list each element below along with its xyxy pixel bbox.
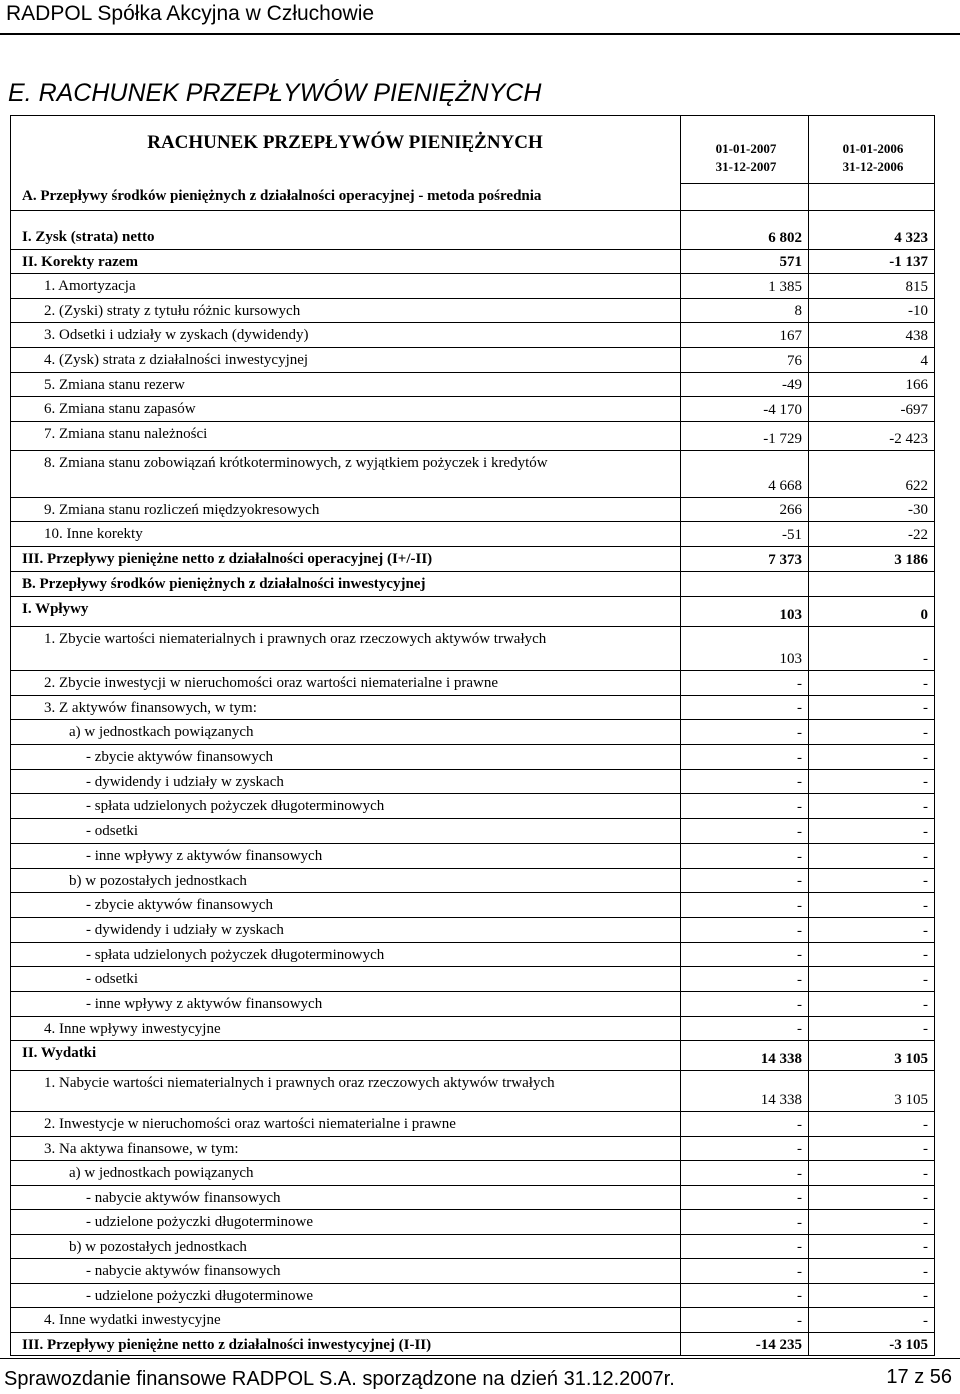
table-row bbox=[10, 626, 935, 670]
period-2007-to: 31-12-2007 bbox=[715, 159, 777, 174]
row-label: - zbycie aktywów finansowych bbox=[86, 897, 274, 913]
value-2007: 167 bbox=[779, 328, 802, 344]
row-label: b) w pozostałych jednostkach bbox=[69, 1239, 247, 1255]
value-2007: - bbox=[797, 676, 802, 692]
row-label: b) w pozostałych jednostkach bbox=[69, 873, 247, 889]
table-row bbox=[10, 892, 935, 917]
value-2006: -30 bbox=[908, 502, 928, 518]
value-2007: - bbox=[797, 1190, 802, 1206]
table-row bbox=[10, 249, 935, 273]
value-2007: - bbox=[797, 799, 802, 815]
row-label: III. Przepływy pieniężne netto z działalności inwestycyjnej (I-II) bbox=[22, 1337, 432, 1353]
row-label: 3. Z aktywów finansowych, w tym: bbox=[44, 700, 257, 716]
row-label: 4. Inne wpływy inwestycyjne bbox=[44, 1021, 221, 1037]
value-2007: - bbox=[797, 873, 802, 889]
value-2006: - bbox=[923, 1239, 928, 1255]
value-2007: - bbox=[797, 1021, 802, 1037]
value-2007: - bbox=[797, 898, 802, 914]
page-number: 17 z 56 bbox=[886, 1366, 952, 1388]
table-row bbox=[10, 744, 935, 769]
table-row bbox=[10, 1209, 935, 1234]
value-2006: -1 137 bbox=[889, 254, 928, 270]
value-2006: 622 bbox=[905, 478, 928, 494]
table-row bbox=[10, 966, 935, 991]
row-label: II. Wydatki bbox=[22, 1045, 97, 1061]
value-2007: - bbox=[797, 849, 802, 865]
value-2007: - bbox=[797, 947, 802, 963]
table-row bbox=[10, 818, 935, 843]
row-label: - inne wpływy z aktywów finansowych bbox=[86, 996, 323, 1012]
value-2006: 0 bbox=[920, 607, 928, 623]
table-row bbox=[10, 1016, 935, 1040]
table-row bbox=[10, 991, 935, 1016]
row-label: 1. Nabycie wartości niematerialnych i prawnych oraz rzeczowych aktywów trwałych bbox=[44, 1075, 555, 1091]
value-2006: 3 105 bbox=[894, 1092, 928, 1108]
value-2007: - bbox=[797, 700, 802, 716]
value-2006: - bbox=[923, 972, 928, 988]
value-2006: - bbox=[923, 750, 928, 766]
row-label: - nabycie aktywów finansowych bbox=[86, 1263, 281, 1279]
value-2007: - bbox=[797, 923, 802, 939]
value-2006: -10 bbox=[908, 303, 928, 319]
period-2007 bbox=[681, 140, 811, 176]
company-header: RADPOL Spółka Akcyjna w Człuchowie bbox=[6, 2, 375, 25]
row-label: - dywidendy i udziały w zyskach bbox=[86, 922, 284, 938]
value-2006: - bbox=[923, 725, 928, 741]
row-label: - udzielone pożyczki długoterminowe bbox=[86, 1288, 314, 1304]
table-row bbox=[10, 1234, 935, 1258]
value-2006: - bbox=[923, 873, 928, 889]
value-2006: 438 bbox=[905, 328, 928, 344]
value-2007: - bbox=[797, 1264, 802, 1280]
table-row bbox=[10, 695, 935, 719]
row-label: 2. Zbycie inwestycji w nieruchomości oraz wartości niematerialne i prawne bbox=[44, 675, 498, 691]
value-2007: 6 802 bbox=[768, 230, 802, 246]
footer-text: Sprawozdanie finansowe RADPOL S.A. sporządzone na dzień 31.12.2007r. bbox=[4, 1368, 675, 1390]
value-2007: -49 bbox=[782, 377, 802, 393]
value-2007: - bbox=[797, 1141, 802, 1157]
value-2006: - bbox=[923, 849, 928, 865]
table-row bbox=[10, 521, 935, 546]
value-2006: - bbox=[923, 1021, 928, 1037]
value-2006: - bbox=[923, 1313, 928, 1329]
row-label: - inne wpływy z aktywów finansowych bbox=[86, 848, 323, 864]
row-label: a) w jednostkach powiązanych bbox=[69, 724, 254, 740]
value-2006: - bbox=[923, 1190, 928, 1206]
row-label: - udzielone pożyczki długoterminowe bbox=[86, 1214, 314, 1230]
value-2007: 7 373 bbox=[768, 552, 802, 568]
value-2006: - bbox=[923, 997, 928, 1013]
row-label: I. Zysk (strata) netto bbox=[22, 229, 155, 245]
value-2006: - bbox=[923, 947, 928, 963]
value-2007: 76 bbox=[787, 353, 802, 369]
value-2006: - bbox=[923, 1117, 928, 1133]
value-2006: - bbox=[923, 1288, 928, 1304]
table-row bbox=[10, 596, 935, 626]
value-2006: - bbox=[923, 676, 928, 692]
row-label: 3. Na aktywa finansowe, w tym: bbox=[44, 1141, 239, 1157]
table-row bbox=[10, 942, 935, 966]
row-label: - zbycie aktywów finansowych bbox=[86, 749, 274, 765]
row-label: 2. (Zyski) straty z tytułu różnic kursowych bbox=[44, 303, 301, 319]
row-label: 7. Zmiana stanu należności bbox=[44, 426, 208, 442]
row-label: 10. Inne korekty bbox=[44, 526, 143, 542]
table-row bbox=[10, 224, 935, 249]
table-row bbox=[10, 670, 935, 695]
header-rule bbox=[0, 33, 960, 35]
row-label: A. Przepływy środków pieniężnych z działalności operacyjnej - metoda pośrednia bbox=[22, 188, 542, 204]
row-label: B. Przepływy środków pieniężnych z działalności inwestycyjnej bbox=[22, 576, 426, 592]
table-row bbox=[10, 1040, 935, 1070]
value-2007: 14 338 bbox=[760, 1051, 802, 1067]
value-2007: -4 170 bbox=[763, 402, 802, 418]
table-row bbox=[10, 546, 935, 571]
footer-rule bbox=[0, 1358, 960, 1359]
table-row bbox=[10, 273, 935, 298]
table-row bbox=[10, 322, 935, 347]
table-row bbox=[10, 372, 935, 396]
value-2007: - bbox=[797, 1288, 802, 1304]
value-2006: 815 bbox=[905, 279, 928, 295]
value-2006: 3 105 bbox=[894, 1051, 928, 1067]
table-row bbox=[10, 571, 935, 596]
table-row bbox=[10, 769, 935, 793]
table-row bbox=[10, 497, 935, 521]
period-2007-from: 01-01-2007 bbox=[715, 141, 777, 156]
value-2007: - bbox=[797, 997, 802, 1013]
value-2007: - bbox=[797, 1215, 802, 1231]
value-2007: 103 bbox=[779, 651, 802, 667]
table-row bbox=[10, 421, 935, 450]
table-row bbox=[10, 1283, 935, 1307]
row-label: III. Przepływy pieniężne netto z działalności operacyjnej (I+/-II) bbox=[22, 551, 433, 567]
value-2006: - bbox=[923, 1141, 928, 1157]
value-2006: - bbox=[923, 923, 928, 939]
row-label: 1. Zbycie wartości niematerialnych i prawnych oraz rzeczowych aktywów trwałych bbox=[44, 631, 547, 647]
table-row bbox=[10, 843, 935, 868]
value-2007: 4 668 bbox=[768, 478, 802, 494]
value-2006: 166 bbox=[905, 377, 928, 393]
row-label: II. Korekty razem bbox=[22, 254, 138, 270]
row-divider bbox=[10, 210, 935, 211]
table-row bbox=[10, 1160, 935, 1185]
table-row bbox=[10, 1111, 935, 1136]
period-2006-to: 31-12-2006 bbox=[842, 159, 904, 174]
row-label: 5. Zmiana stanu rezerw bbox=[44, 377, 185, 393]
period-2006 bbox=[808, 140, 938, 176]
table-row bbox=[10, 868, 935, 892]
table-row bbox=[10, 347, 935, 372]
value-2007: 571 bbox=[779, 254, 802, 270]
value-2006: - bbox=[923, 651, 928, 667]
value-2006: -697 bbox=[900, 402, 928, 418]
table-row bbox=[10, 1332, 935, 1356]
value-2007: 103 bbox=[779, 607, 802, 623]
table-row bbox=[10, 719, 935, 744]
row-label: 1. Amortyzacja bbox=[44, 278, 136, 294]
value-2006: 3 186 bbox=[894, 552, 928, 568]
value-2006: - bbox=[923, 898, 928, 914]
table-row bbox=[10, 1136, 935, 1160]
value-2007: 266 bbox=[779, 502, 802, 518]
table-row bbox=[10, 917, 935, 942]
table-title: RACHUNEK PRZEPŁYWÓW PIENIĘŻNYCH bbox=[147, 132, 543, 153]
row-label: 4. (Zysk) strata z działalności inwestycyjnej bbox=[44, 352, 309, 368]
table-row bbox=[10, 1185, 935, 1209]
value-2007: - bbox=[797, 1166, 802, 1182]
value-2007: -1 729 bbox=[763, 431, 802, 447]
value-2007: - bbox=[797, 774, 802, 790]
value-2007: -14 235 bbox=[755, 1337, 802, 1353]
value-2007: - bbox=[797, 824, 802, 840]
value-2006: - bbox=[923, 1215, 928, 1231]
row-label: - nabycie aktywów finansowych bbox=[86, 1190, 281, 1206]
value-2006: - bbox=[923, 774, 928, 790]
value-2007: - bbox=[797, 972, 802, 988]
table-row bbox=[10, 183, 935, 210]
value-2007: 8 bbox=[794, 303, 802, 319]
row-label: I. Wpływy bbox=[22, 601, 89, 617]
table-row bbox=[10, 1307, 935, 1332]
value-2006: - bbox=[923, 799, 928, 815]
value-2006: - bbox=[923, 824, 928, 840]
row-label: - odsetki bbox=[86, 823, 139, 839]
period-2006-from: 01-01-2006 bbox=[842, 141, 904, 156]
value-2006: -3 105 bbox=[889, 1337, 928, 1353]
row-label: - odsetki bbox=[86, 971, 139, 987]
row-label: - dywidendy i udziały w zyskach bbox=[86, 774, 284, 790]
row-label: - spłata udzielonych pożyczek długoterminowych bbox=[86, 798, 385, 814]
row-label: 2. Inwestycje w nieruchomości oraz wartości niematerialne i prawne bbox=[44, 1116, 456, 1132]
value-2006: - bbox=[923, 1166, 928, 1182]
table-row bbox=[10, 793, 935, 818]
value-2007: - bbox=[797, 725, 802, 741]
value-2007: - bbox=[797, 1313, 802, 1329]
value-2007: 1 385 bbox=[768, 279, 802, 295]
section-title: E. RACHUNEK PRZEPŁYWÓW PIENIĘŻNYCH bbox=[8, 79, 542, 107]
row-label: 4. Inne wydatki inwestycyjne bbox=[44, 1312, 221, 1328]
table-row bbox=[10, 450, 935, 497]
row-label: 9. Zmiana stanu rozliczeń międzyokresowych bbox=[44, 502, 320, 518]
row-label: 8. Zmiana stanu zobowiązań krótkoterminowych, z wyjątkiem pożyczek i kredytów bbox=[44, 455, 548, 471]
table-row bbox=[10, 1258, 935, 1283]
row-label: - spłata udzielonych pożyczek długoterminowych bbox=[86, 947, 385, 963]
row-label: 3. Odsetki i udziały w zyskach (dywidendy) bbox=[44, 327, 309, 343]
value-2006: -22 bbox=[908, 527, 928, 543]
value-2006: 4 bbox=[920, 353, 928, 369]
value-2007: -51 bbox=[782, 527, 802, 543]
table-row bbox=[10, 396, 935, 421]
value-2006: - bbox=[923, 1264, 928, 1280]
header-divider bbox=[680, 183, 935, 184]
value-2007: - bbox=[797, 750, 802, 766]
value-2006: -2 423 bbox=[889, 431, 928, 447]
table-row bbox=[10, 1070, 935, 1111]
value-2007: 14 338 bbox=[760, 1092, 802, 1108]
value-2006: 4 323 bbox=[894, 230, 928, 246]
table-row bbox=[10, 298, 935, 322]
row-label: 6. Zmiana stanu zapasów bbox=[44, 401, 196, 417]
value-2007: - bbox=[797, 1239, 802, 1255]
value-2007: - bbox=[797, 1117, 802, 1133]
value-2006: - bbox=[923, 700, 928, 716]
row-label: a) w jednostkach powiązanych bbox=[69, 1165, 254, 1181]
